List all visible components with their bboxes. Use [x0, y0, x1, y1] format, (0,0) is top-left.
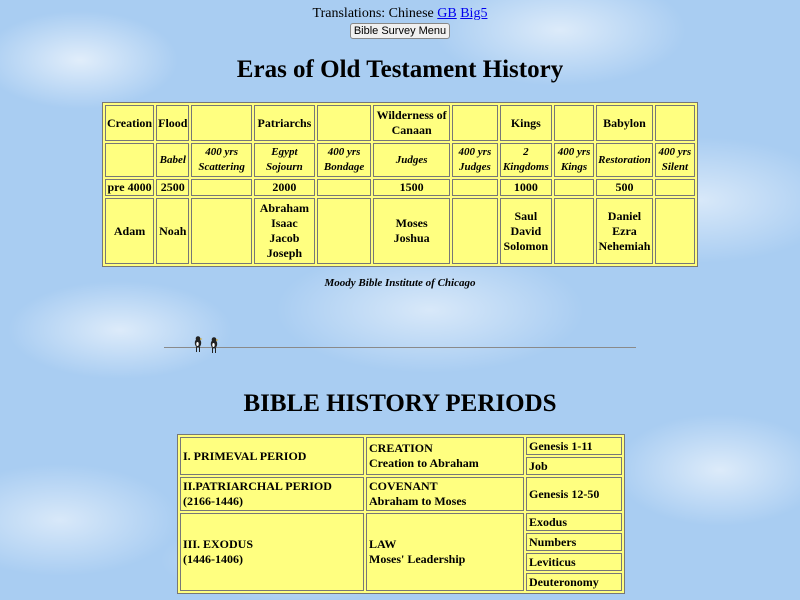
period-theme: CREATION	[369, 441, 433, 455]
eras-row-periods	[105, 143, 695, 177]
period-name: I. PRIMEVAL PERIOD	[183, 448, 307, 463]
date-cell	[655, 179, 695, 196]
period-cell: Restoration	[596, 143, 653, 177]
people-cell	[655, 198, 695, 264]
period-dates: (1446-1406)	[183, 552, 243, 566]
period-subtitle: Moses' Leadership	[369, 552, 466, 566]
period-cell: Egypt Sojourn	[254, 143, 315, 177]
page-title: Eras of Old Testament History	[236, 56, 564, 83]
people-cell: Adam	[105, 198, 154, 264]
people-cell	[452, 198, 498, 264]
gb-link[interactable]: GB	[437, 6, 457, 21]
period-theme-cell	[366, 437, 524, 475]
date-cell	[317, 179, 371, 196]
people-cell: Moses Joshua	[373, 198, 450, 264]
period-subtitle: Creation to Abraham	[369, 456, 479, 470]
date-cell	[191, 179, 251, 196]
era-cell: Patriarchs	[254, 105, 315, 141]
period-cell: 400 yrs Scattering	[191, 143, 251, 177]
horizontal-rule	[164, 347, 636, 348]
date-cell	[554, 179, 594, 196]
periods-table	[177, 434, 625, 594]
era-cell: Creation	[105, 105, 154, 141]
period-cell: 2 Kingdoms	[500, 143, 552, 177]
era-cell	[317, 105, 371, 141]
date-cell	[452, 179, 498, 196]
period-row-exodus	[180, 513, 622, 531]
period-cell: 400 yrs Silent	[655, 143, 695, 177]
period-name-cell	[180, 437, 364, 475]
translations-bar	[0, 6, 800, 22]
period-cell: 400 yrs Judges	[452, 143, 498, 177]
period-name: II.PATRIARCHAL PERIOD	[183, 479, 332, 493]
date-cell: 2000	[254, 179, 315, 196]
book-cell: Numbers	[526, 533, 622, 551]
period-theme-cell	[366, 513, 524, 591]
date-cell: 1500	[373, 179, 450, 196]
date-cell: 1000	[500, 179, 552, 196]
date-cell: 2500	[156, 179, 189, 196]
eras-table	[102, 102, 698, 267]
period-cell: Babel	[156, 143, 189, 177]
eras-row-eras	[105, 105, 695, 141]
book-cell: Job	[526, 457, 622, 475]
era-cell: Flood	[156, 105, 189, 141]
people-cell: Daniel Ezra Nehemiah	[596, 198, 653, 264]
era-cell	[452, 105, 498, 141]
period-cell: 400 yrs Bondage	[317, 143, 371, 177]
people-cell	[191, 198, 251, 264]
people-cell: Saul David Solomon	[500, 198, 552, 264]
period-row-primeval	[180, 437, 622, 455]
section-title: BIBLE HISTORY PERIODS	[243, 390, 557, 417]
eras-row-people	[105, 198, 695, 264]
era-cell: Babylon	[596, 105, 653, 141]
period-name: III. EXODUS	[183, 537, 254, 551]
book-cell: Leviticus	[526, 553, 622, 571]
period-name-cell	[180, 513, 364, 591]
book-cell: Deuteronomy	[526, 573, 622, 591]
period-cell: Judges	[373, 143, 450, 177]
date-cell: pre 4000	[105, 179, 154, 196]
people-cell	[317, 198, 371, 264]
period-dates: (2166-1446)	[183, 494, 243, 508]
period-theme: LAW	[369, 537, 397, 551]
era-cell: Kings	[500, 105, 552, 141]
period-subtitle: Abraham to Moses	[369, 494, 467, 508]
big5-link[interactable]: Big5	[460, 6, 488, 21]
book-cell: Genesis 12-50	[526, 477, 622, 511]
bible-survey-menu-button[interactable]: Bible Survey Menu	[350, 23, 450, 39]
era-cell: Wilderness of Canaan	[373, 105, 450, 141]
people-cell	[554, 198, 594, 264]
era-cell	[191, 105, 251, 141]
book-cell: Genesis 1-11	[526, 437, 622, 455]
period-name-cell	[180, 477, 364, 511]
period-cell	[105, 143, 154, 177]
period-row-patriarchal	[180, 477, 622, 511]
era-cell	[655, 105, 695, 141]
period-cell: 400 yrs Kings	[554, 143, 594, 177]
birds-on-wire-icon	[192, 335, 222, 357]
date-cell: 500	[596, 179, 653, 196]
people-cell: Noah	[156, 198, 189, 264]
source-credit: Moody Bible Institute of Chicago	[324, 277, 476, 289]
era-cell	[554, 105, 594, 141]
people-cell: Abraham Isaac Jacob Joseph	[254, 198, 315, 264]
period-theme-cell	[366, 477, 524, 511]
translations-label: Translations: Chinese	[312, 6, 434, 21]
period-theme: COVENANT	[369, 479, 438, 493]
book-cell: Exodus	[526, 513, 622, 531]
eras-row-dates	[105, 179, 695, 196]
